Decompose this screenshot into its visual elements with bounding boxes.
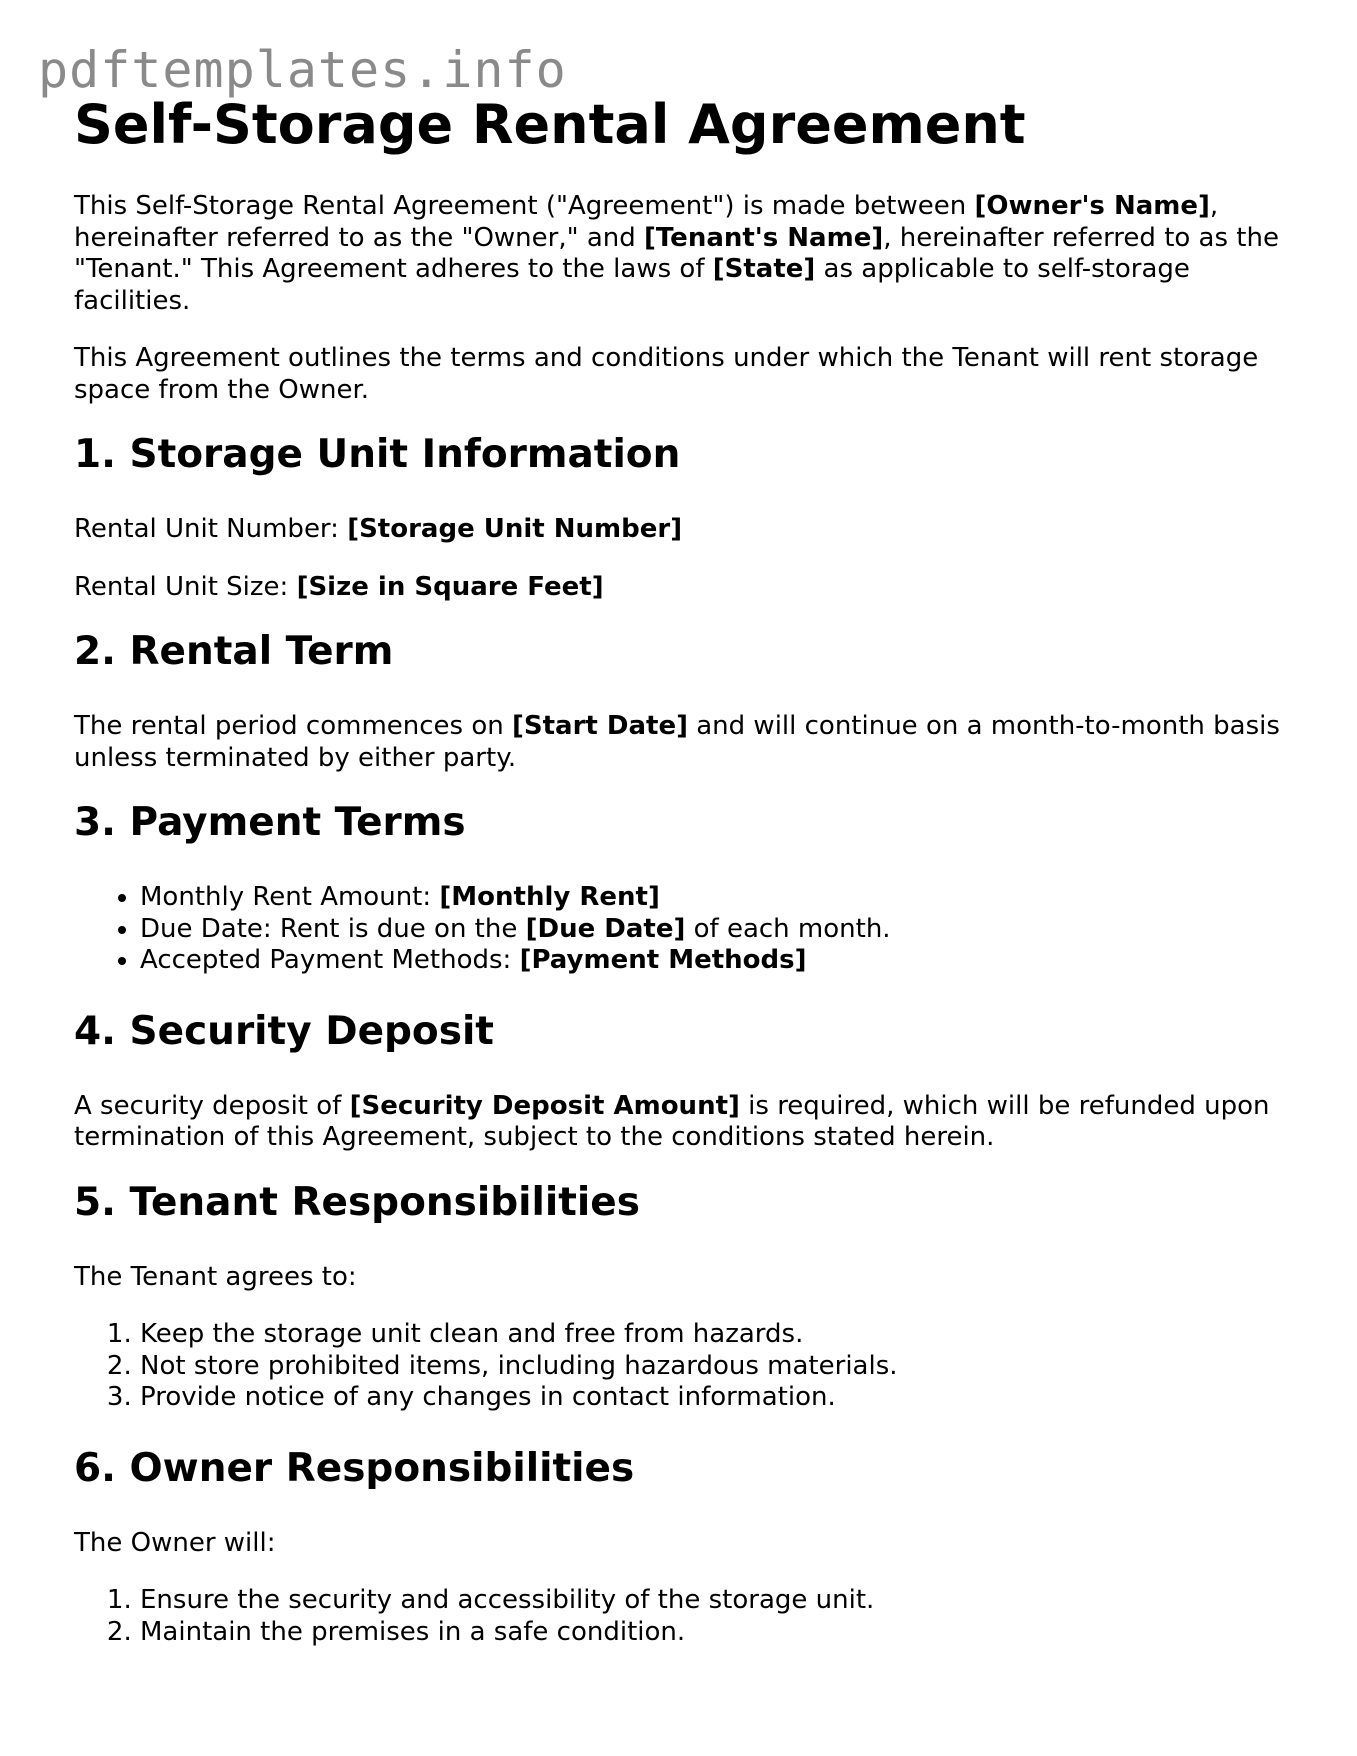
- start-date-placeholder: [Start Date]: [512, 711, 688, 741]
- term-paragraph: The rental period commences on [Start Date] and will continue on a month-to-month basis unless terminated by either party.: [74, 711, 1280, 773]
- outline-paragraph: This Agreement outlines the terms and conditions under which the Tenant will rent storage space from the Owner.: [74, 343, 1259, 405]
- list-item: 1. Keep the storage unit clean and free from hazards.: [140, 1319, 1289, 1351]
- list-item: • Due Date: Rent is due on the [Due Date] of each month.: [140, 914, 1289, 946]
- watermark-text: pdftemplates.info: [38, 41, 567, 99]
- owner-responsibilities-list: [74, 1585, 1289, 1648]
- list-item: • Accepted Payment Methods: [Payment Methods]: [140, 945, 1289, 977]
- unit-number-placeholder: [Storage Unit Number]: [347, 514, 683, 544]
- unit-size-placeholder: [Size in Square Feet]: [296, 571, 604, 602]
- due-date-placeholder: [Due Date]: [525, 913, 686, 944]
- intro-paragraph: This Self-Storage Rental Agreement ("Agreement") is made between [Owner's Name], hereinafter referred to as the "Owner," and [Tenant's Name], hereinafter referred to as the "Tenant." This Agreement adheres to the laws of [State] as applicable to self-storage facilities.: [74, 191, 1279, 316]
- owner-intro: The Owner will:: [74, 1527, 276, 1558]
- document-body: [74, 191, 1289, 1680]
- owner-name-placeholder: [Owner's Name]: [974, 191, 1210, 221]
- unit-number-line: Rental Unit Number: [Storage Unit Number]: [74, 514, 683, 544]
- list-item: 1. Ensure the security and accessibility of the storage unit.: [140, 1585, 1289, 1617]
- section-heading-deposit: 4. Security Deposit: [74, 1008, 494, 1054]
- tenant-name-placeholder: [Tenant's Name]: [644, 222, 884, 253]
- monthly-rent-placeholder: [Monthly Rent]: [439, 882, 660, 912]
- section-heading-unit: 1. Storage Unit Information: [74, 432, 681, 477]
- list-item: 2. Not store prohibited items, including hazardous materials.: [140, 1351, 1289, 1383]
- section-heading-term: 2. Rental Term: [74, 629, 394, 674]
- section-heading-tenant: 5. Tenant Responsibilities: [74, 1179, 640, 1225]
- unit-size-line: Rental Unit Size: [Size in Square Feet]: [74, 571, 604, 602]
- tenant-intro: The Tenant agrees to:: [74, 1261, 357, 1292]
- payment-methods-placeholder: [Payment Methods]: [519, 945, 807, 975]
- document-title: Self-Storage Rental Agreement: [74, 93, 1026, 156]
- list-item: 3. Provide notice of any changes in contact information.: [140, 1382, 1289, 1414]
- deposit-amount-placeholder: [Security Deposit Amount]: [349, 1090, 740, 1121]
- payment-list: [74, 882, 1289, 977]
- tenant-responsibilities-list: [74, 1319, 1289, 1414]
- list-item: • Monthly Rent Amount: [Monthly Rent]: [140, 882, 1289, 914]
- section-heading-owner: 6. Owner Responsibilities: [74, 1445, 635, 1491]
- deposit-paragraph: A security deposit of [Security Deposit Amount] is required, which will be refunded upon termination of this Agreement, subject to the conditions stated herein.: [74, 1090, 1270, 1152]
- state-placeholder: [State]: [712, 254, 816, 284]
- section-heading-payment: 3. Payment Terms: [74, 800, 466, 845]
- list-item: 2. Maintain the premises in a safe condition.: [140, 1617, 1289, 1649]
